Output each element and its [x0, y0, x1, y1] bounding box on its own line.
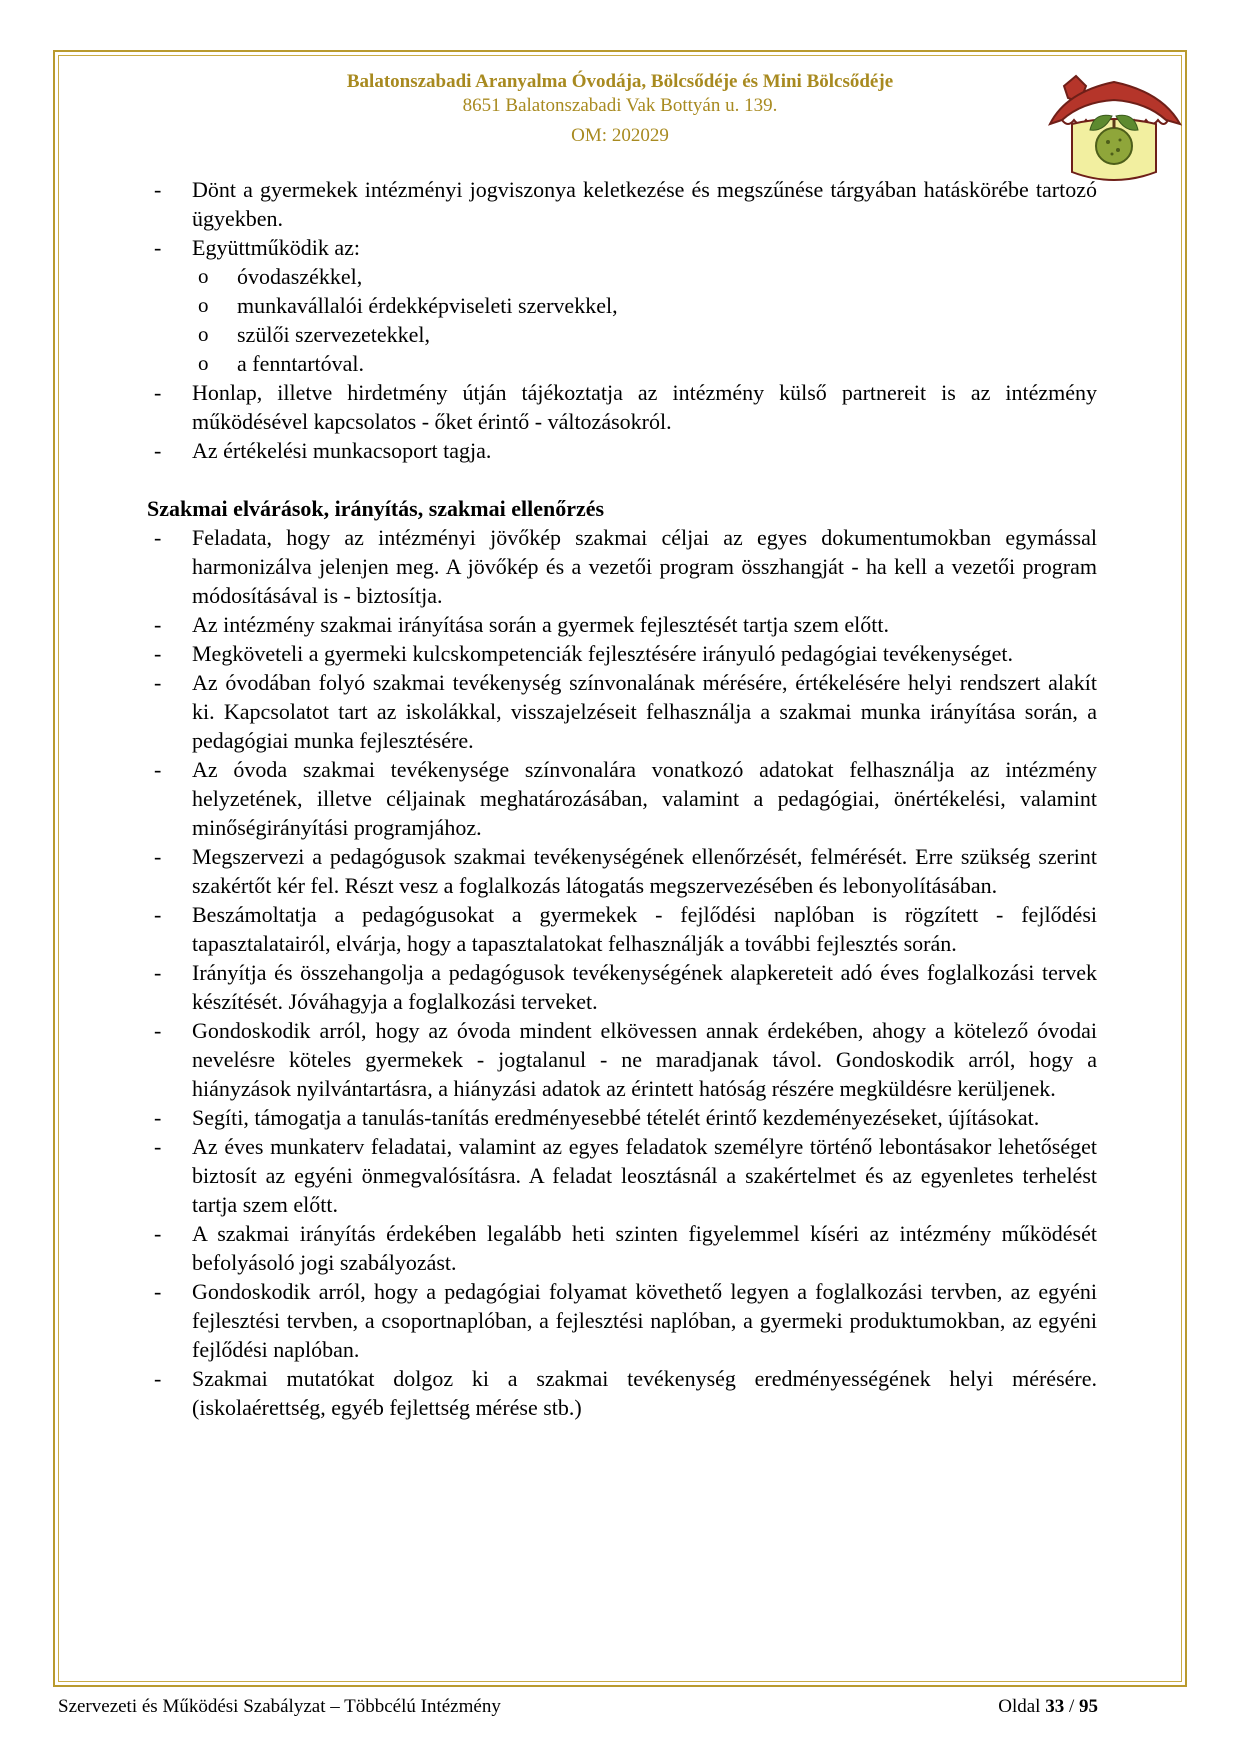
page-number: Oldal 33 / 95: [998, 1696, 1098, 1717]
document-title: Szervezeti és Működési Szabályzat – Többcélú Intézmény: [58, 1696, 501, 1717]
sub-list-item: o óvodaszékkel,: [198, 264, 363, 289]
list-item: - Az óvodában folyó szakmai tevékenység színvonalának mérésére, értékelésére helyi rendszert alakít ki. Kapcsolatot tart az iskolákkal, visszajelzéseit felhasználja a szakmai munka irányítása során, a pedagógiai munka fejlesztésére.: [154, 670, 1097, 753]
list-item: - Dönt a gyermekek intézményi jogviszonya keletkezése és megszűnése tárgyában hatáskörébe tartozó ügyekben.: [154, 177, 1097, 231]
list-item: - Gondoskodik arról, hogy a pedagógiai folyamat követhető legyen a foglalkozási tervben, az egyéni fejlesztési tervben, a csoportnaplóban, a fejlesztési naplóban, a gyermeki produktumokban, az egyéni fejlődési naplóban.: [154, 1279, 1097, 1362]
apple-house-logo-icon: [1046, 72, 1182, 190]
sub-list-item: o szülői szervezetekkel,: [198, 322, 431, 347]
institution-name: Balatonszabadi Aranyalma Óvodája, Bölcsődéje és Mini Bölcsődéje: [346, 71, 894, 92]
sub-list-item: o a fenntartóval.: [198, 351, 365, 376]
list-item: - Az intézmény szakmai irányítása során a gyermek fejlesztését tartja szem előtt.: [154, 612, 889, 637]
list-item: - Az értékelési munkacsoport tagja.: [154, 438, 492, 463]
list-item: - A szakmai irányítás érdekében legalább heti szinten figyelemmel kíséri az intézmény működését befolyásoló jogi szabályozást.: [154, 1221, 1097, 1275]
list-item: - Szakmai mutatókat dolgoz ki a szakmai tevékenység eredményességének helyi mérésére. (iskolaérettség, egyéb fejlettség mérése stb.): [154, 1366, 1097, 1420]
list-item: - Az óvoda szakmai tevékenysége színvonalára vonatkozó adatokat felhasználja az intézmény helyzetének, illetve céljainak meghatározásában, valamint a pedagógiai, önértékelési, valamint minőségirányítási programjához.: [154, 757, 1097, 840]
list-item: - Beszámoltatja a pedagógusokat a gyermekek - fejlődési naplóban is rögzített - fejlődési tapasztalatairól, elvárja, hogy a tapasztalatokat felhasználják a további fejlesztés során.: [154, 902, 1097, 956]
list-item: - Az éves munkaterv feladatai, valamint az egyes feladatok személyre történő lebontásakor lehetőséget biztosít az egyéni önmegvalósításra. A feladat leosztásnál a szakértelmet és az egyenletes terhelést tartja szem előtt.: [154, 1134, 1097, 1217]
page-header: [140, 70, 1100, 148]
sub-list-item: o munkavállalói érdekképviseleti szervekkel,: [198, 293, 618, 318]
page-content: [147, 175, 1097, 1422]
list-item: - Megköveteli a gyermeki kulcskompetenciák fejlesztésére irányuló pedagógiai tevékenységet.: [154, 641, 1014, 666]
section-title: Szakmai elvárások, irányítás, szakmai ellenőrzés: [147, 496, 605, 521]
list-item: - Megszervezi a pedagógusok szakmai tevékenységének ellenőrzését, felmérését. Erre szükség szerint szakértőt kér fel. Részt vesz a foglalkozás látogatás megszervezésében és lebonyolításában.: [154, 844, 1097, 898]
list-item: - Gondoskodik arról, hogy az óvoda mindent elkövessen annak érdekében, ahogy a kötelező óvodai nevelésre köteles gyermekek - jogtalanul - ne maradjanak távol. Gondoskodik arról, hogy a hiányzások nyilvántartásra, a hiányzási adatok az érintett hatóság részére megküldésre kerüljenek.: [154, 1018, 1097, 1101]
institution-address: 8651 Balatonszabadi Vak Bottyán u. 139.: [462, 95, 778, 116]
list-item: - Irányítja és összehangolja a pedagógusok tevékenységének alapkereteit adó éves foglalkozási tervek készítését. Jóváhagyja a foglalkozási terveket.: [154, 960, 1097, 1014]
list-item: - Együttműködik az:: [154, 235, 361, 260]
list-item: - Feladata, hogy az intézményi jövőkép szakmai céljai az egyes dokumentumokban egymással harmonizálva jelenjen meg. A jövőkép és a vezetői program összhangját - ha kell a vezetői program módosításával is - biztosítja.: [154, 525, 1097, 608]
list-item: - Honlap, illetve hirdetmény útján tájékoztatja az intézmény külső partnereit is az intézmény működésével kapcsolatos - őket érintő - változásokról.: [154, 380, 1097, 434]
institution-om: OM: 202029: [571, 125, 669, 146]
list-item: - Segíti, támogatja a tanulás-tanítás eredményesebbé tételét érintő kezdeményezéseket, újításokat.: [154, 1105, 1040, 1130]
